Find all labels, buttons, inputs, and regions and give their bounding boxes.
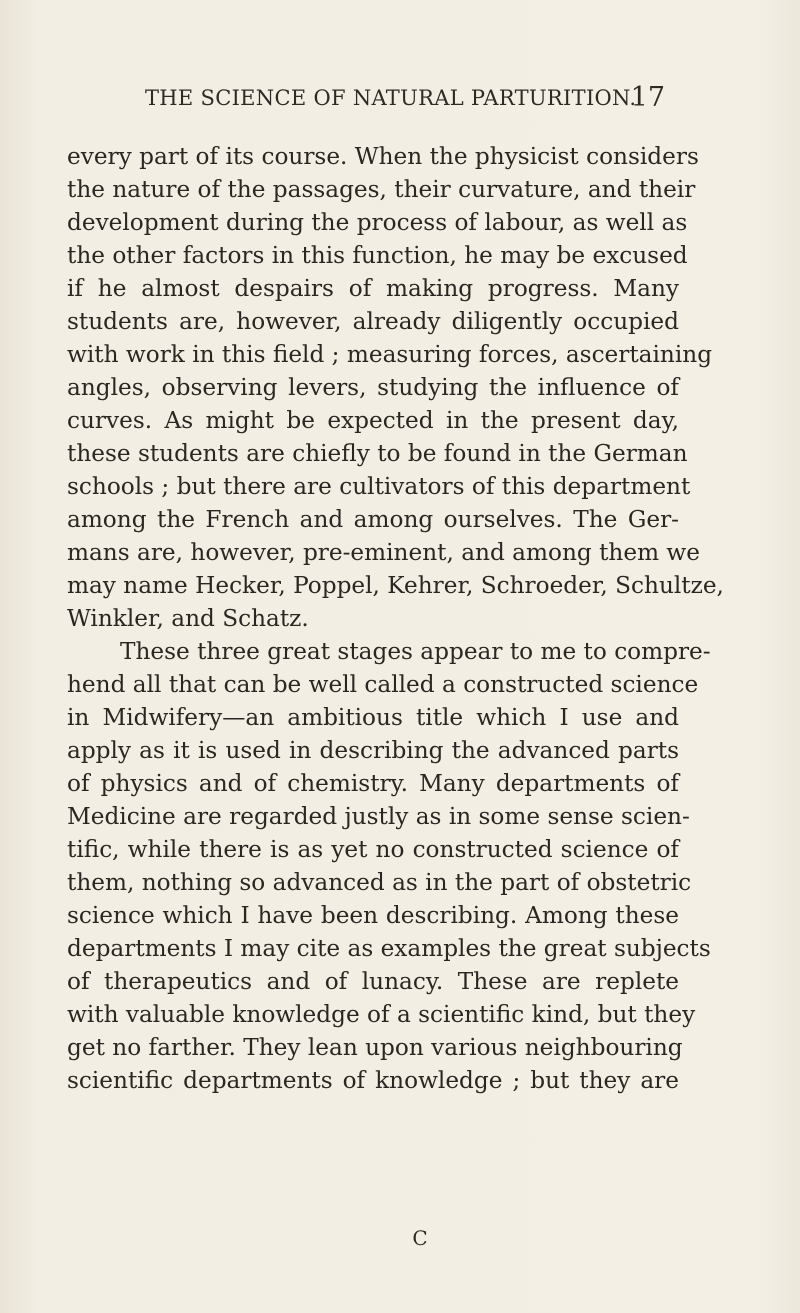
text-line: the other factors in this function, he may be excused [67,242,688,269]
body-text [67,140,724,1097]
text-line: mans are, however, pre-eminent, and among them we [67,539,701,566]
text-line: the nature of the passages, their curvature, and their [67,176,696,203]
text-line: may name Hecker, Poppel, Kehrer, Schroeder, Schultze, [67,572,724,599]
text-line: hend all that can be well called a constructed science [67,671,699,698]
text-line: of therapeutics and of lunacy. These are replete [67,968,679,995]
text-line: curves. As might be expected in the present day, [67,407,679,434]
text-line: departments I may cite as examples the great subjects [67,935,711,962]
text-line: schools ; but there are cultivators of this department [67,473,691,500]
text-line: with work in this field ; measuring forces, ascertaining [67,341,713,368]
text-line: if he almost despairs of making progress. Many [67,275,679,302]
text-line: get no farther. They lean upon various neighbouring [67,1034,683,1061]
running-title: THE SCIENCE OF NATURAL PARTURITION. [145,86,637,110]
text-line: with valuable knowledge of a scientific kind, but they [67,1001,696,1028]
text-line: them, nothing so advanced as in the part of obstetric [67,869,692,896]
text-line: Medicine are regarded justly as in some sense scien- [67,803,690,830]
text-line: tific, while there is as yet no constructed science of [67,836,679,863]
text-line: angles, observing levers, studying the influence of [67,374,679,401]
text-line: these students are chiefly to be found in the German [67,440,688,467]
running-head [145,82,665,116]
signature-mark: C [412,1226,428,1250]
text-line: of physics and of chemistry. Many departments of [67,770,679,797]
text-line: scientific departments of knowledge ; but they are [67,1067,679,1094]
text-line: students are, however, already diligently occupied [67,308,679,335]
text-line: apply as it is used in describing the advanced parts [67,737,679,764]
text-line: Winkler, and Schatz. [67,605,309,632]
text-line: every part of its course. When the physicist considers [67,143,699,170]
text-line: in Midwifery—an ambitious title which I use and [67,704,679,731]
text-line: science which I have been describing. Among these [67,902,679,929]
page-number: 17 [630,82,665,113]
text-line: among the French and among ourselves. The Ger- [67,506,679,533]
text-line: development during the process of labour, as well as [67,209,688,236]
text-line: These three great stages appear to me to compre- [120,638,711,665]
